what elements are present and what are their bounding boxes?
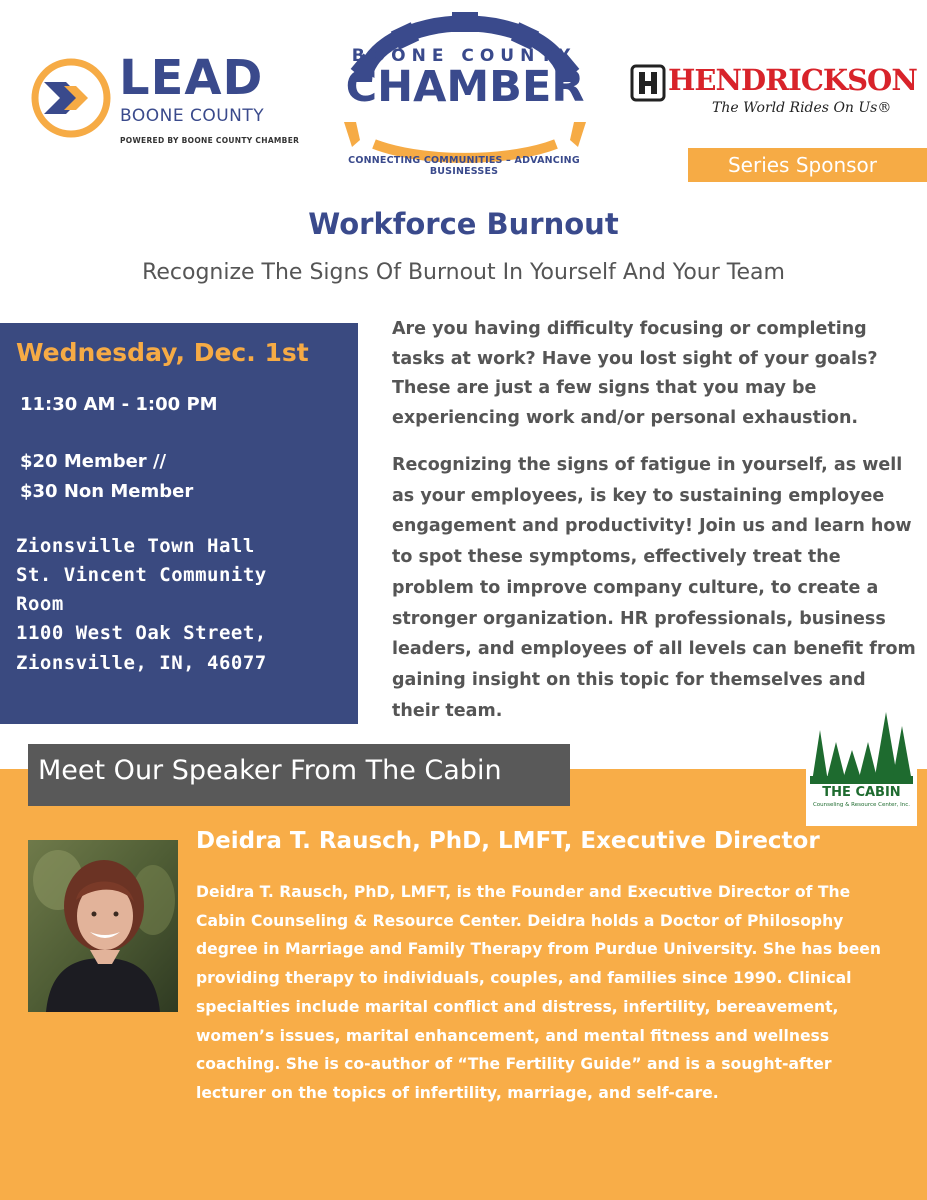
lead-logo-powered-by: POWERED BY BOONE COUNTY CHAMBER [120, 136, 300, 145]
speaker-photo [28, 840, 178, 1012]
event-title: Workforce Burnout [308, 207, 619, 241]
series-sponsor-label: Series Sponsor [727, 153, 878, 177]
tree-icon [806, 712, 917, 826]
location-line: 1100 West Oak Street, [16, 622, 267, 644]
description-paragraph-1: Are you having difficulty focusing or completing tasks at work? Have you lost sight of your goals? These are just a few signs that you may be experiencing work and/or personal exhaustion. [392, 319, 878, 428]
lead-logo-subtitle: BOONE COUNTY [120, 106, 265, 126]
the-cabin-logo [806, 712, 917, 826]
event-subtitle: Recognize The Signs Of Burnout In Yourself And Your Team [142, 260, 785, 285]
speaker-name: Deidra T. Rausch, PhD, LMFT, Executive Director [196, 828, 820, 854]
price-nonmember: $30 Non Member [20, 481, 194, 502]
location-line: Zionsville, IN, 46077 [16, 652, 267, 674]
event-date: Wednesday, Dec. 1st [16, 338, 309, 367]
location-line: St. Vincent Community [16, 564, 267, 586]
description-paragraph-2: Recognizing the signs of fatigue in yourself, as well as your employees, is key to sustaining employee engagement and productivity! Join us and learn how to spot these symptoms, effectively treat the problem to improve company culture, to create a stronger organization. HR professionals, business leaders, and employees of all levels can benefit from gaining insight on this topic for themselves and their team. [392, 455, 916, 721]
hendrickson-logo-tagline: The World Rides On Us® [712, 100, 892, 116]
chamber-logo-top: BOONE COUNTY [351, 46, 577, 66]
speaker-section-header: Meet Our Speaker From The Cabin [38, 755, 502, 786]
location-line: Room [16, 593, 64, 615]
hendrickson-logo-word: HENDRICKSON [668, 63, 917, 97]
lead-logo-word: LEAD [119, 50, 264, 106]
chamber-logo-main: CHAMBER [345, 62, 585, 112]
the-cabin-logo-subtitle: Counseling & Resource Center, Inc. [812, 802, 911, 808]
speaker-bio: Deidra T. Rausch, PhD, LMFT, is the Founder and Executive Director of The Cabin Counseling & Resource Center. Deidra holds a Doctor of Philosophy degree in Marriage and Family Therapy from Purdue University. She has been providing therapy to individuals, couples, and families since 1990. Clinical specialties include marital conflict and distress, infertility, bereavement, women’s issues, marital enhancement, and mental fitness and wellness coaching. She is co-author of “The Fertility Guide” and is a sought-after lecturer on the topics of infertility, marriage, and self-care. [196, 883, 881, 1102]
price-member: $20 Member // [20, 451, 167, 472]
chamber-logo-tagline: CONNECTING COMMUNITIES – ADVANCING BUSINESSES [348, 155, 580, 177]
the-cabin-logo-name: THE CABIN [822, 785, 901, 800]
location-line: Zionsville Town Hall [16, 535, 255, 557]
event-time: 11:30 AM - 1:00 PM [20, 394, 218, 415]
